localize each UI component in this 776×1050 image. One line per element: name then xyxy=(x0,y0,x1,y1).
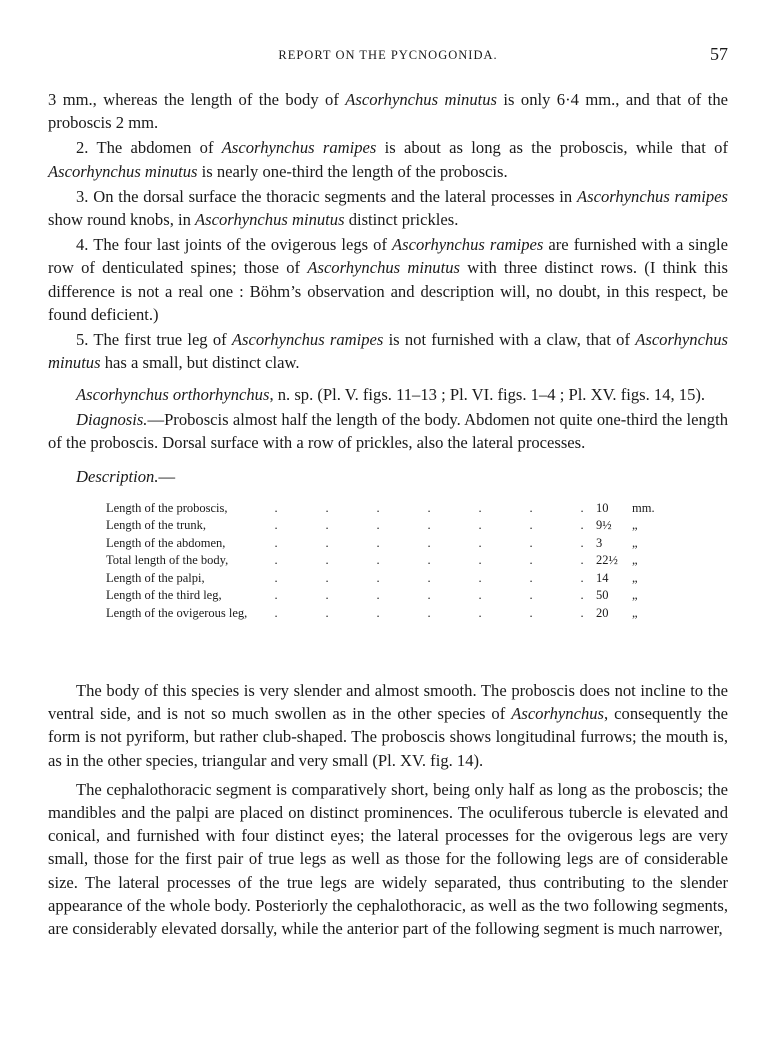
measurement-value: 3 xyxy=(596,535,603,550)
measurement-unit: „ xyxy=(632,605,638,620)
comparison-section xyxy=(48,88,728,374)
leader-dot: . xyxy=(529,570,533,585)
leader-dot: . xyxy=(376,570,380,585)
leader-dot: . xyxy=(274,570,278,585)
leader-dot: . xyxy=(529,605,533,620)
measurement-label: Total length of the body, xyxy=(106,553,229,568)
measurement-value: 9½ xyxy=(596,518,612,533)
measurements-table-wrap xyxy=(106,500,672,623)
measurement-unit: „ xyxy=(632,518,638,533)
measurement-value: 20 xyxy=(596,605,609,620)
dot-leader-row xyxy=(274,552,596,570)
comparison-item-5 xyxy=(48,328,728,374)
leader-dot: . xyxy=(478,588,482,603)
measurement-label: Length of the third leg, xyxy=(106,588,222,603)
leader-dot: . xyxy=(478,518,482,533)
dot-leader xyxy=(274,500,596,518)
species-name: Ascorhynchus minutus xyxy=(307,258,460,278)
text-run: 3. On the dorsal surface the thoracic segments and the lateral processes in xyxy=(76,186,577,206)
measurement-label: Length of the ovigerous leg, xyxy=(106,605,248,620)
measurement-value: 14 xyxy=(596,570,609,585)
leader-dot: . xyxy=(478,535,482,550)
species-name: Ascorhynchus ramipes xyxy=(392,235,544,255)
leader-dot: . xyxy=(274,535,278,550)
leader-dot: . xyxy=(580,500,584,515)
leader-dot: . xyxy=(427,588,431,603)
text-run: is about as long as the proboscis, while that of xyxy=(376,138,728,158)
species-name: Ascorhynchus minutus xyxy=(48,330,729,373)
measurement-unit: „ xyxy=(632,535,638,550)
measurement-label: Length of the trunk, xyxy=(106,518,206,533)
leader-dot: . xyxy=(274,588,278,603)
description-heading xyxy=(48,465,728,488)
text-run: —Proboscis almost half the length of the body. Abdomen not quite one-third the length of the proboscis. Dorsal surface with a row of prickles, also the lateral processes. xyxy=(48,410,728,453)
measurement-unit: „ xyxy=(632,553,638,568)
text-run: is only 6·4 mm., and that of the proboscis 2 mm. xyxy=(48,90,728,133)
description-label: Description. xyxy=(76,466,159,486)
leader-dot: . xyxy=(427,553,431,568)
leader-dot: . xyxy=(376,605,380,620)
measurement-value: 10 xyxy=(596,500,609,515)
text-run: with three distinct rows. (I think this difference is not a real one : Böhm’s observation and description will, no doubt, in this respect, be found deficient.) xyxy=(48,258,728,324)
description-paragraph-2: The cephalothoracic segment is comparatively short, being only half as long as the proboscis; the mandibles and the palpi are placed on distinct prominences. The oculiferous tubercle is elevated and conical, and furnished with four distinct eyes; the lateral processes for the ovigerous legs are very small, those for the first pair of true legs as well as those for the following legs are of considerable size. The lateral processes of the true legs are widely separated, thus contributing to the slender appearance of the whole body. Posteriorly the cephalothoracic, as well as the two following segments, are considerably elevated dorsally, while the anterior part of the following segment is much narrower, xyxy=(48,779,728,939)
leader-dot: . xyxy=(580,518,584,533)
text-run: 4. The four last joints of the ovigerous legs of xyxy=(76,235,393,255)
measurement-label: Length of the proboscis, xyxy=(106,500,228,515)
leader-dot: . xyxy=(325,553,329,568)
leader-dot: . xyxy=(325,570,329,585)
measurement-row xyxy=(106,517,672,535)
measurement-value: 22½ xyxy=(596,553,618,568)
text-run: is nearly one-third the length of the proboscis. xyxy=(197,161,508,181)
leader-dot: . xyxy=(376,535,380,550)
dot-leader xyxy=(274,517,596,535)
leader-dot: . xyxy=(478,553,482,568)
dot-leader xyxy=(274,535,596,553)
leader-dot: . xyxy=(478,605,482,620)
leader-dot: . xyxy=(529,518,533,533)
species-name: Ascorhynchus ramipes xyxy=(221,138,377,158)
dot-leader-row xyxy=(274,605,596,623)
dot-leader xyxy=(274,552,596,570)
measurement-row xyxy=(106,552,672,570)
comparison-item-4 xyxy=(48,233,728,326)
comparison-item-3 xyxy=(48,185,728,231)
species-heading xyxy=(48,383,728,406)
leader-dot: . xyxy=(580,535,584,550)
measurements-table xyxy=(106,500,672,623)
leader-dot: . xyxy=(427,605,431,620)
leader-dot: . xyxy=(529,500,533,515)
leader-dot: . xyxy=(325,588,329,603)
diagnosis-paragraph xyxy=(48,408,728,454)
leader-dot: . xyxy=(274,605,278,620)
comparison-item-2 xyxy=(48,136,728,182)
text-run: 5. The first true leg of xyxy=(76,330,232,350)
measurement-label: Length of the palpi, xyxy=(106,570,205,585)
text-run: distinct prickles. xyxy=(344,210,459,230)
species-name: Ascorhynchus ramipes xyxy=(231,330,384,350)
leader-dot: . xyxy=(274,500,278,515)
measurement-row xyxy=(106,500,672,518)
diagnosis-label: Diagnosis. xyxy=(76,410,148,430)
description-section xyxy=(48,679,728,940)
measurement-row xyxy=(106,605,672,623)
leader-dot: . xyxy=(580,570,584,585)
leader-dot: . xyxy=(325,535,329,550)
genus-name: Ascorhynchus xyxy=(511,704,605,724)
dot-leader-row xyxy=(274,570,596,588)
species-name: Ascorhynchus minutus xyxy=(195,210,345,230)
text-run: show round knobs, in xyxy=(48,210,196,230)
measurements-body xyxy=(106,500,672,623)
species-name: Ascorhynchus minutus xyxy=(345,90,498,109)
text-run: , n. sp. (Pl. V. figs. 11–13 ; Pl. VI. figs. 1–4 ; Pl. XV. figs. 14, 15). xyxy=(269,385,706,404)
leader-dot: . xyxy=(529,535,533,550)
species-name: Ascorhynchus minutus xyxy=(48,161,198,181)
page-header xyxy=(48,44,728,72)
leader-dot: . xyxy=(529,553,533,568)
leader-dot: . xyxy=(376,553,380,568)
leader-dot: . xyxy=(376,518,380,533)
running-title: REPORT ON THE PYCNOGONIDA. xyxy=(278,48,498,62)
leader-dot: . xyxy=(580,553,584,568)
species-section xyxy=(48,383,728,622)
dot-leader xyxy=(274,570,596,588)
measurement-value: 50 xyxy=(596,588,609,603)
measurement-row xyxy=(106,535,672,553)
dot-leader xyxy=(274,605,596,623)
text-run: , consequently the form is not pyriform, but rather club-shaped. The proboscis shows longitudinal furrows; the mouth is, as in the other species, triangular and very small (Pl. XV. fig. 14). xyxy=(48,704,728,770)
continued-paragraph xyxy=(48,88,728,134)
dot-leader-row xyxy=(274,587,596,605)
leader-dot: . xyxy=(274,553,278,568)
measurement-row xyxy=(106,587,672,605)
measurement-unit: mm. xyxy=(632,500,655,515)
page-number: 57 xyxy=(710,44,728,64)
leader-dot: . xyxy=(427,535,431,550)
measurement-label: Length of the abdomen, xyxy=(106,535,226,550)
dot-leader-row xyxy=(274,517,596,535)
text-run: The body of this species is very slender and almost smooth. The proboscis does not incline to the ventral side, and is not so much swollen as in the other species of xyxy=(48,681,728,724)
text-run: — xyxy=(158,466,176,486)
leader-dot: . xyxy=(376,500,380,515)
leader-dot: . xyxy=(325,500,329,515)
leader-dot: . xyxy=(529,588,533,603)
description-paragraph-1 xyxy=(48,679,728,772)
leader-dot: . xyxy=(376,588,380,603)
text-run: are furnished with a single row of denticulated spines; those of xyxy=(48,235,729,278)
species-name: Ascorhynchus ramipes xyxy=(576,186,729,206)
leader-dot: . xyxy=(580,605,584,620)
measurement-row xyxy=(106,570,672,588)
dot-leader-row xyxy=(274,535,596,553)
text-run: 2. The abdomen of xyxy=(76,138,222,158)
leader-dot: . xyxy=(580,588,584,603)
text-run: is not furnished with a claw, that of xyxy=(383,330,636,350)
leader-dot: . xyxy=(427,570,431,585)
leader-dot: . xyxy=(274,518,278,533)
leader-dot: . xyxy=(478,500,482,515)
measurement-unit: „ xyxy=(632,588,638,603)
leader-dot: . xyxy=(325,605,329,620)
dot-leader xyxy=(274,587,596,605)
leader-dot: . xyxy=(427,518,431,533)
leader-dot: . xyxy=(325,518,329,533)
dot-leader-row xyxy=(274,500,596,518)
text-run: 3 mm., whereas the length of the body of xyxy=(48,90,346,109)
measurement-unit: „ xyxy=(632,570,638,585)
species-name: Ascorhynchus orthorhynchus xyxy=(76,385,270,404)
text-run: has a small, but distinct claw. xyxy=(100,353,300,373)
leader-dot: . xyxy=(478,570,482,585)
leader-dot: . xyxy=(427,500,431,515)
